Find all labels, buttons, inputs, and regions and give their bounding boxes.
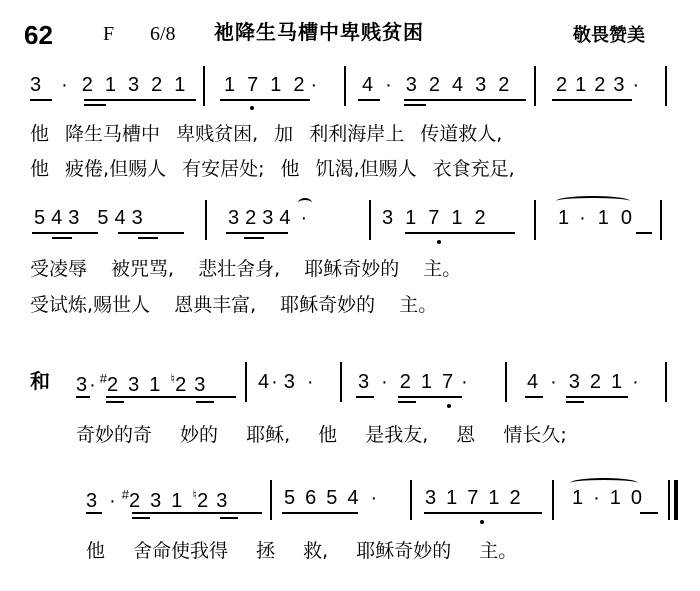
beam-line (404, 104, 426, 106)
measure-notes: 3 · 2 1 7 · (358, 371, 468, 393)
barline (270, 480, 272, 520)
beam-line (525, 396, 543, 398)
verse-notes-row2: 5 4 3 5 4 3 (34, 207, 143, 229)
chorus-notes-row2: 3 · #2 3 1 ♮2 3 (86, 487, 228, 512)
barline (369, 200, 371, 240)
barline (552, 480, 554, 520)
verse1-lyrics-row1: 他 降生马槽中 卑贱贫困, 加 利利海岸上 传道救人, (30, 123, 503, 145)
chorus-label: 和 (30, 369, 50, 393)
measure-notes: 1 · 1 0 (558, 207, 633, 229)
attribution: 敬畏赞美 (573, 25, 645, 46)
beam-line (132, 517, 150, 519)
beam-line (220, 99, 310, 101)
measure-notes: 3 2 3 4 · (228, 207, 308, 229)
measure-notes: 4 · 3 2 1 · (527, 371, 639, 393)
beam-line (636, 232, 652, 234)
measure-notes: 3 1 7 1 2 (382, 207, 486, 229)
barline (534, 66, 536, 106)
barline (205, 200, 207, 240)
low-octave-dot (437, 240, 441, 244)
beam-line (244, 237, 264, 239)
key-signature: F (103, 23, 115, 45)
beam-line (106, 401, 124, 403)
barline (344, 66, 346, 106)
measure-notes: 3 1 7 1 2 (425, 487, 521, 509)
time-signature: 6/8 (150, 23, 176, 45)
measure-notes: 4 · 3 · (258, 371, 314, 393)
beam-line (398, 396, 462, 398)
tie-arc (556, 196, 630, 206)
barline (505, 362, 507, 402)
chorus-lyrics-row2: 他 舍命使我得 拯 救, 耶稣奇妙的 主。 (86, 540, 518, 562)
beam-line (84, 104, 106, 106)
beam-line (226, 232, 288, 234)
hymn-title: 祂降生马槽中卑贱贫困 (214, 20, 424, 44)
beam-line (398, 401, 416, 403)
barline (665, 362, 667, 402)
barline (245, 362, 247, 402)
beam-line (52, 237, 72, 239)
beam-line (220, 517, 238, 519)
barline (340, 362, 342, 402)
beam-line (566, 396, 628, 398)
beam-line (132, 512, 262, 514)
barline (665, 66, 667, 106)
verse2-lyrics-row1: 他 疲倦,但赐人 有安居处; 他 饥渴,但赐人 衣食充足, (30, 158, 515, 180)
beam-line (196, 401, 214, 403)
final-barline-thick (674, 480, 678, 520)
verse2-lyrics-row2: 受试炼,赐世人 恩典丰富, 耶稣奇妙的 主。 (30, 294, 438, 316)
verse1-lyrics-row2: 受凌辱 被咒骂, 悲壮舍身, 耶稣奇妙的 主。 (30, 258, 462, 280)
measure-notes: 4 · 3 2 4 3 2 (362, 74, 510, 96)
beam-line (106, 396, 236, 398)
barline (410, 480, 412, 520)
beam-line (32, 232, 98, 234)
measure-notes: 5 6 5 4 · (284, 487, 378, 509)
measure-notes: 2 1 2 3 · (556, 74, 640, 96)
final-barline (660, 200, 662, 240)
beam-line (404, 99, 526, 101)
beam-line (566, 401, 584, 403)
chorus-notes-row1: 3 · #2 3 1 ♮2 3 (76, 371, 206, 396)
beam-line (358, 99, 380, 101)
measure-notes: 1 7 1 2 · (224, 74, 318, 96)
barline (534, 200, 536, 240)
beam-line (356, 396, 374, 398)
barline (203, 66, 205, 106)
beam-line (405, 232, 515, 234)
low-octave-dot (250, 106, 254, 110)
beam-line (282, 512, 358, 514)
measure-notes: 1 · 1 0 (572, 487, 643, 509)
beam-line (86, 512, 102, 514)
low-octave-dot (480, 520, 484, 524)
beam-line (76, 396, 90, 398)
hymn-number: 62 (24, 20, 53, 50)
beam-line (640, 512, 658, 514)
beam-line (552, 99, 632, 101)
beam-line (118, 232, 184, 234)
low-octave-dot (447, 404, 451, 408)
final-barline-thin (668, 480, 670, 520)
beam-line (138, 237, 158, 239)
beam-line (424, 512, 542, 514)
fermata (298, 198, 312, 208)
beam-line (84, 99, 196, 101)
chorus-lyrics-row1: 奇妙的奇 妙的 耶稣, 他 是我友, 恩 情长久; (76, 424, 567, 446)
verse-notes-row1-visual: 3 · 2 1 3 2 1 (30, 74, 186, 96)
beam-line (30, 99, 52, 101)
